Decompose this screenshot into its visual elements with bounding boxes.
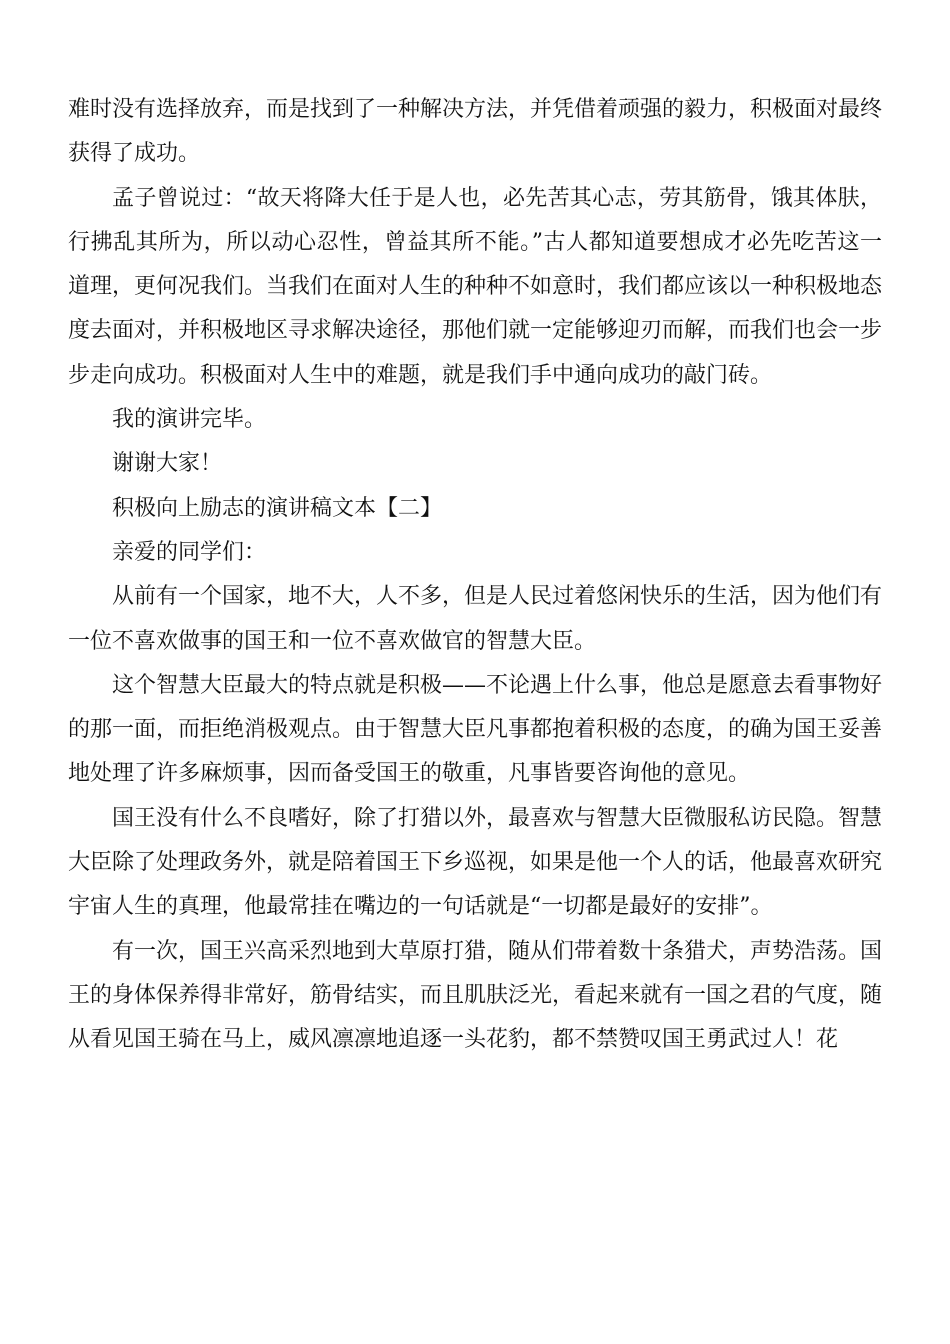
section-heading: 积极向上励志的演讲稿文本【二】 <box>112 495 443 521</box>
paragraph-hunting: 有一次，国王兴高采烈地到大草原打猎，随从们带着数十条猎犬，声势浩荡。国王的身体保养得非常好，筋骨结实，而且肌肤泛光，看起来就有一国之君的气度，随从看见国王骑在马上，威风凛凛地追逐一头花豹，都不禁赞叹国王勇武过人！花 <box>68 938 883 1053</box>
document-page <box>68 88 882 1063</box>
paragraph-wise-minister: 这个智慧大臣最大的特点就是积极——不论遇上什么事，他总是愿意去看事物好的那一面，而拒绝消极观点。由于智慧大臣凡事都抱着积极的态度，的确为国王妥善地处理了许多麻烦事，因而备受国王的敬重，凡事皆要咨询他的意见。 <box>68 672 883 787</box>
paragraph-thanks: 谢谢大家！ <box>112 451 223 477</box>
paragraph-story-intro: 从前有一个国家，地不大，人不多，但是人民过着悠闲快乐的生活，因为他们有一位不喜欢做事的国王和一位不喜欢做官的智慧大臣。 <box>68 584 883 654</box>
paragraph-speech-end: 我的演讲完毕。 <box>112 407 267 433</box>
paragraph-salutation: 亲爱的同学们： <box>112 539 267 565</box>
paragraph-mencius-quote: 孟子曾说过：“故天将降大任于是人也，必先苦其心志，劳其筋骨，饿其体肤，行拂乱其所为，所以动心忍性，曾益其所不能。”古人都知道要想成才必先吃苦这一道理，更何况我们。当我们在面对人生的种种不如意时，我们都应该以一种积极地态度去面对，并积极地区寻求解决途径，那他们就一定能够迎刃而解，而我们也会一步步走向成功。积极面对人生中的难题，就是我们手中通向成功的敲门砖。 <box>68 185 883 388</box>
paragraph-continuation: 难时没有选择放弃，而是找到了一种解决方法，并凭借着顽强的毅力，积极面对最终获得了成功。 <box>68 97 883 167</box>
paragraph-king-habits: 国王没有什么不良嗜好，除了打猎以外，最喜欢与智慧大臣微服私访民隐。智慧大臣除了处理政务外，就是陪着国王下乡巡视，如果是他一个人的话，他最喜欢研究宇宙人生的真理，他最常挂在嘴边的一句话就是“一切都是最好的安排”。 <box>68 805 883 920</box>
